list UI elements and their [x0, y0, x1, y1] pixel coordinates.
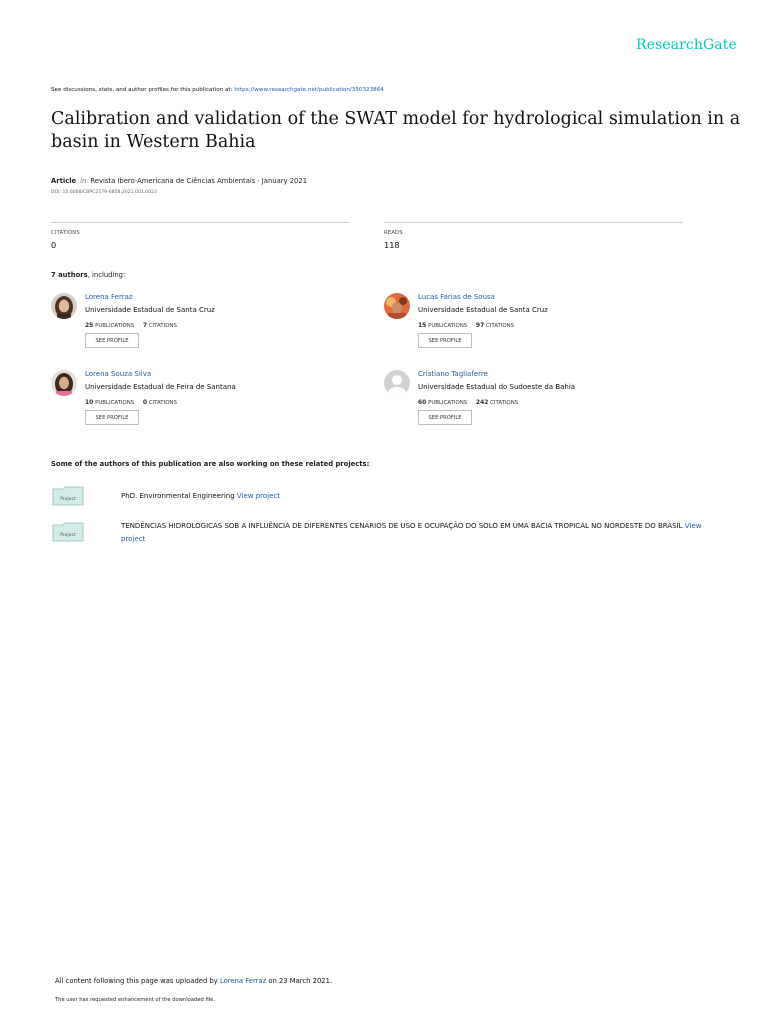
upload-prefix: All content following this page was uploaded by — [55, 977, 218, 985]
citations-label: CITATIONS — [485, 323, 515, 329]
authors-count: 7 authors — [51, 271, 88, 279]
see-discussions-line — [51, 87, 384, 93]
author-institution: Universidade Estadual do Sudoeste da Bahia — [418, 383, 576, 391]
related-projects-heading: Some of the authors of this publication are also working on these related projects: — [51, 460, 370, 468]
author-institution: Universidade Estadual de Feira de Santana — [85, 383, 236, 391]
project-icon-label: Project — [60, 533, 76, 538]
paper-title: Calibration and validation of the SWAT model for hydrological simulation in a basin in Western Bahia — [51, 109, 741, 152]
publications-count: 25 — [85, 322, 94, 329]
project-name: TENDÊNCIAS HIDROLÓGICAS SOB A INFLUÊNCIA DE DIFERENTES CENÁRIOS DE USO E OCUPAÇÃO DO SOLO EM UMA BACIA TROPICAL NO NORDESTE DO BRASIL — [121, 522, 683, 530]
project-folder-icon — [52, 522, 84, 542]
project-icon-label: Project — [60, 497, 76, 502]
see-profile-button[interactable]: SEE PROFILE — [418, 333, 472, 348]
publications-count: 10 — [85, 399, 94, 406]
view-project-link[interactable]: View project — [236, 492, 281, 500]
publications-label: PUBLICATIONS — [95, 323, 135, 329]
enhancement-note: The user has requested enhancement of the downloaded file. — [55, 997, 216, 1003]
publications-count: 60 — [418, 399, 427, 406]
author-card — [384, 293, 684, 355]
citations-value: 0 — [51, 240, 57, 250]
article-type: Article — [51, 177, 77, 185]
project-entry — [121, 520, 721, 545]
author-stats — [418, 399, 525, 406]
author-stats — [418, 322, 521, 329]
authors-heading — [51, 271, 125, 279]
author-name-link[interactable]: Lorena Souza Silva — [85, 370, 152, 378]
citations-label: CITATIONS — [148, 323, 177, 329]
author-institution: Universidade Estadual de Santa Cruz — [85, 306, 215, 314]
see-profile-button[interactable]: SEE PROFILE — [85, 410, 139, 425]
publications-label: PUBLICATIONS — [95, 400, 135, 406]
journal-date: Revista Ibero-Americana de Ciências Ambientais · January 2021 — [90, 177, 308, 185]
upload-suffix: on 23 March 2021. — [268, 977, 333, 985]
article-meta — [51, 177, 307, 185]
citations-label: CITATIONS — [51, 230, 80, 236]
see-profile-button[interactable]: SEE PROFILE — [85, 333, 139, 348]
citations-label: CITATIONS — [148, 400, 177, 406]
author-stats — [85, 322, 184, 329]
citations-count: 7 — [142, 322, 148, 329]
avatar[interactable] — [384, 293, 410, 319]
publications-count: 15 — [418, 322, 427, 329]
reads-value: 118 — [384, 240, 400, 250]
publications-label: PUBLICATIONS — [428, 323, 468, 329]
author-card — [51, 293, 351, 355]
see-profile-button[interactable]: SEE PROFILE — [418, 410, 472, 425]
author-name-link[interactable]: Cristiano Tagliaferre — [418, 370, 488, 378]
researchgate-logo[interactable]: ResearchGate — [636, 37, 737, 53]
reads-divider — [384, 222, 683, 223]
citations-label: CITATIONS — [490, 400, 519, 406]
upload-info — [55, 977, 332, 985]
avatar[interactable] — [384, 370, 410, 396]
avatar[interactable] — [51, 370, 77, 396]
reads-label: READS — [384, 230, 403, 236]
project-folder-icon — [52, 486, 84, 506]
citations-count: 0 — [142, 399, 148, 406]
avatar[interactable] — [51, 293, 77, 319]
citations-count: 97 — [475, 322, 485, 329]
author-card — [384, 370, 684, 432]
see-discussions-text: See discussions, stats, and author profiles for this publication at: — [51, 87, 233, 93]
author-stats — [85, 399, 184, 406]
project-name: PhD. Environmental Engineering — [121, 492, 235, 500]
publications-label: PUBLICATIONS — [428, 400, 468, 406]
author-card — [51, 370, 351, 432]
author-name-link[interactable]: Lucas Farias de Sousa — [418, 293, 495, 301]
in-word: in — [80, 177, 87, 185]
uploader-link[interactable]: Lorena Ferraz — [219, 977, 267, 985]
author-name-link[interactable]: Lorena Ferraz — [85, 293, 133, 301]
doi-line: DOI: 10.6008/CBPC2179-6858.2021.001.0023 — [51, 190, 157, 195]
publication-url-link[interactable]: https://www.researchgate.net/publication/350323864 — [234, 87, 384, 93]
citations-divider — [51, 222, 350, 223]
citations-count: 242 — [475, 399, 489, 406]
authors-suffix: , including: — [87, 271, 126, 279]
view-project-link[interactable]: View project — [121, 522, 702, 543]
project-entry — [121, 490, 721, 503]
author-institution: Universidade Estadual de Santa Cruz — [418, 306, 548, 314]
